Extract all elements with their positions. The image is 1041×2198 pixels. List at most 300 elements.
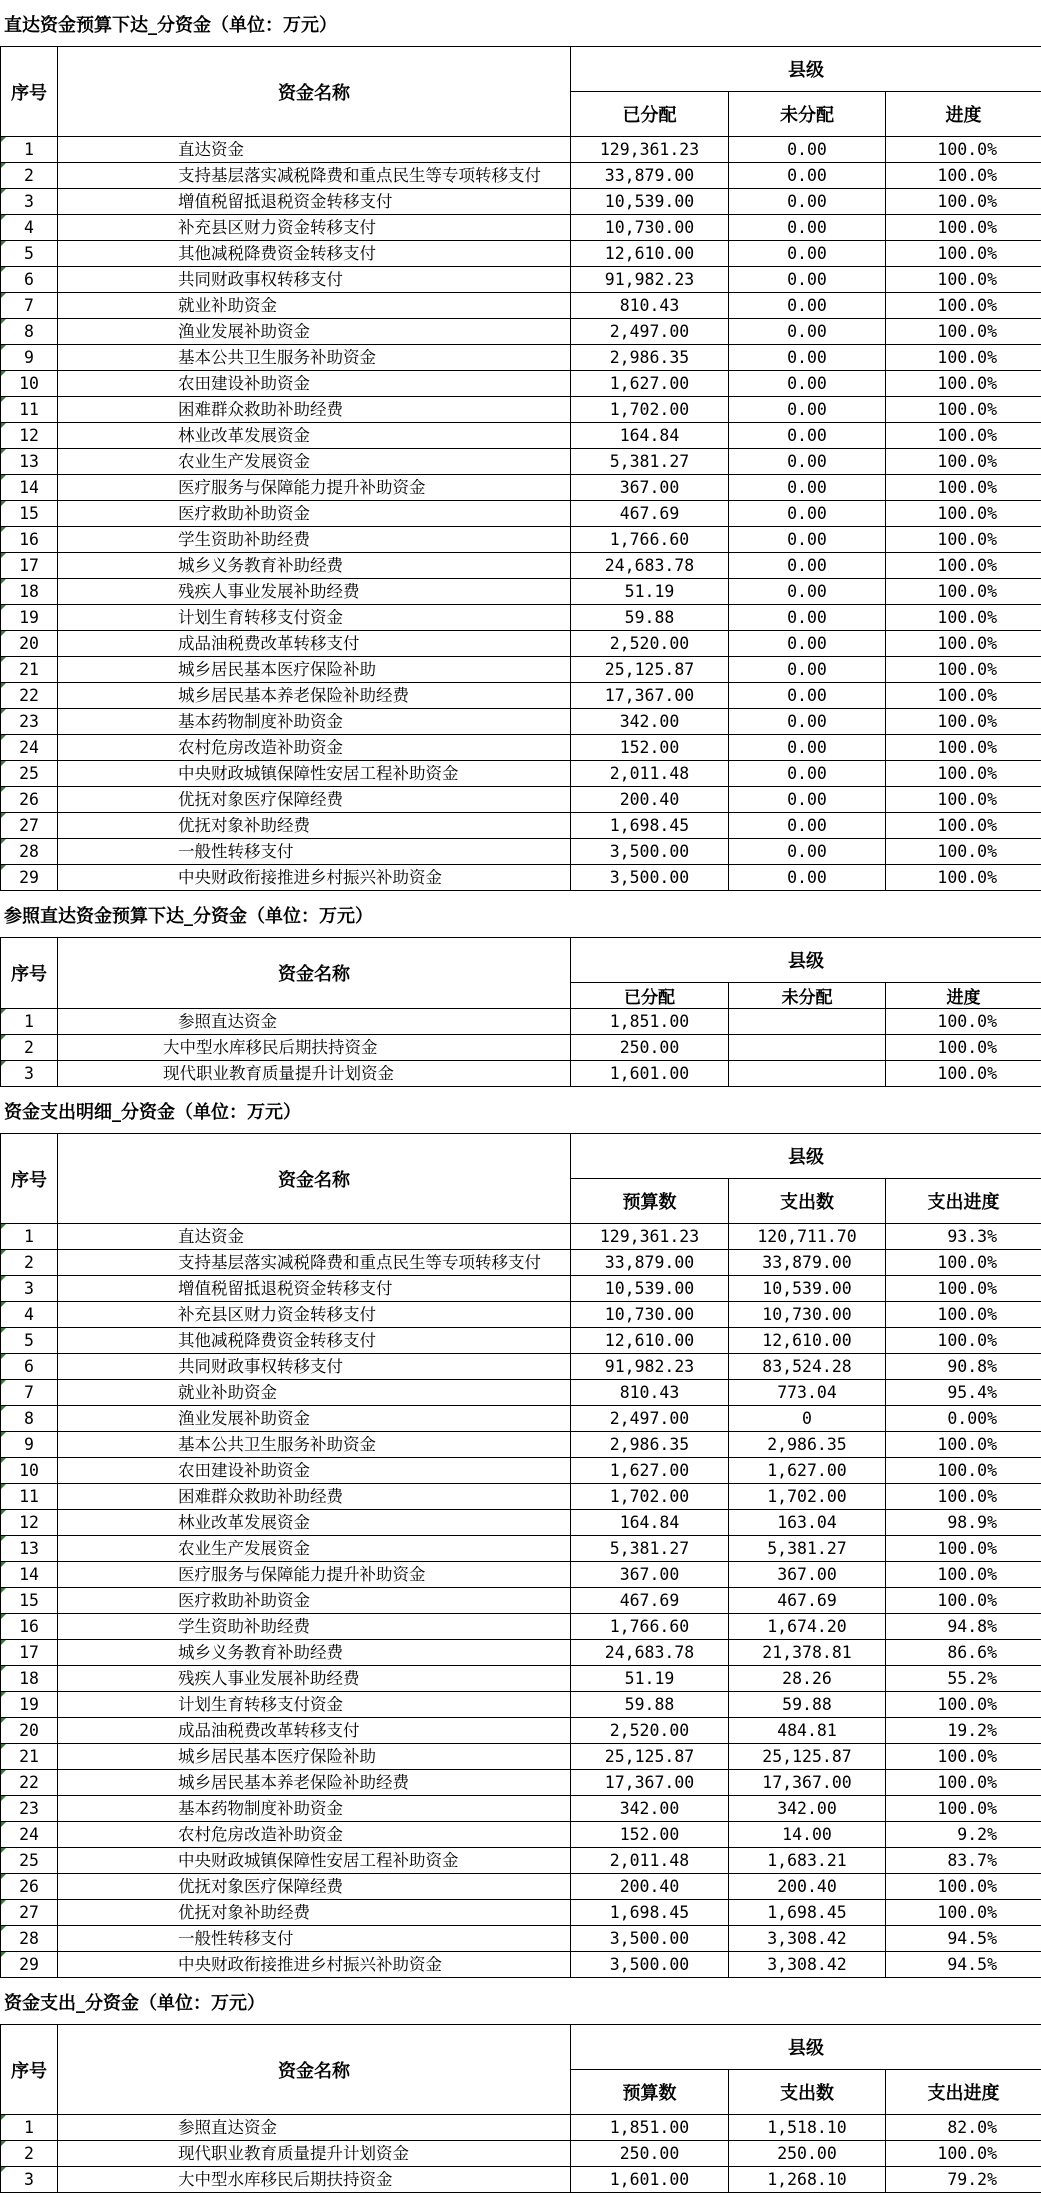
cell-progress: 100.0% xyxy=(886,1009,1041,1035)
cell-progress: 100.0% xyxy=(886,1692,1041,1718)
cell-value-1: 200.40 xyxy=(571,787,729,813)
table-row xyxy=(1,735,1041,761)
cell-value-1: 25,125.87 xyxy=(571,1744,729,1770)
table-row xyxy=(1,1822,1041,1848)
cell-fund-name: 医疗救助补助资金 xyxy=(58,501,571,527)
table-row xyxy=(1,1614,1041,1640)
cell-progress: 86.6% xyxy=(886,1640,1041,1666)
cell-progress: 100.0% xyxy=(886,1484,1041,1510)
cell-progress: 83.7% xyxy=(886,1848,1041,1874)
cell-seq: 22 xyxy=(1,1770,58,1796)
cell-fund-name: 农业生产发展资金 xyxy=(58,1536,571,1562)
cell-fund-name: 大中型水库移民后期扶持资金 xyxy=(58,1035,571,1061)
cell-value-1: 1,698.45 xyxy=(571,813,729,839)
table-row xyxy=(1,345,1041,371)
cell-progress: 94.5% xyxy=(886,1952,1041,1978)
cell-fund-name: 城乡义务教育补助经费 xyxy=(58,1640,571,1666)
cell-progress: 100.0% xyxy=(886,605,1041,631)
cell-value-1: 17,367.00 xyxy=(571,1770,729,1796)
cell-value-2: 342.00 xyxy=(729,1796,886,1822)
cell-progress: 100.0% xyxy=(886,267,1041,293)
table-row xyxy=(1,1640,1041,1666)
cell-seq: 17 xyxy=(1,1640,58,1666)
cell-value-1: 2,011.48 xyxy=(571,761,729,787)
header-budget: 预算数 xyxy=(571,2070,729,2115)
cell-seq: 20 xyxy=(1,1718,58,1744)
cell-value-2: 0.00 xyxy=(729,423,886,449)
cell-fund-name: 医疗救助补助资金 xyxy=(58,1588,571,1614)
table-expenditure-detail xyxy=(0,1133,1041,1978)
table-row xyxy=(1,1224,1041,1250)
cell-progress: 100.0% xyxy=(886,215,1041,241)
header-county-level: 县级 xyxy=(571,1134,1041,1179)
cell-value-1: 2,011.48 xyxy=(571,1848,729,1874)
cell-value-2: 1,268.10 xyxy=(729,2167,886,2193)
cell-fund-name: 就业补助资金 xyxy=(58,293,571,319)
cell-fund-name: 农田建设补助资金 xyxy=(58,371,571,397)
cell-seq: 12 xyxy=(1,423,58,449)
cell-seq: 5 xyxy=(1,241,58,267)
table-row xyxy=(1,787,1041,813)
cell-value-1: 342.00 xyxy=(571,709,729,735)
cell-progress: 98.9% xyxy=(886,1510,1041,1536)
cell-seq: 24 xyxy=(1,735,58,761)
cell-progress: 0.00% xyxy=(886,1406,1041,1432)
cell-value-1: 59.88 xyxy=(571,1692,729,1718)
cell-value-1: 25,125.87 xyxy=(571,657,729,683)
cell-fund-name: 一般性转移支付 xyxy=(58,1926,571,1952)
table-row xyxy=(1,657,1041,683)
cell-fund-name: 城乡居民基本养老保险补助经费 xyxy=(58,1770,571,1796)
cell-fund-name: 一般性转移支付 xyxy=(58,839,571,865)
table-row xyxy=(1,1276,1041,1302)
cell-fund-name: 其他减税降费资金转移支付 xyxy=(58,241,571,267)
cell-progress: 100.0% xyxy=(886,1770,1041,1796)
cell-value-1: 342.00 xyxy=(571,1796,729,1822)
cell-value-2: 0.00 xyxy=(729,839,886,865)
cell-fund-name: 城乡居民基本医疗保险补助 xyxy=(58,1744,571,1770)
cell-value-1: 10,730.00 xyxy=(571,1302,729,1328)
cell-value-2: 12,610.00 xyxy=(729,1328,886,1354)
cell-fund-name: 渔业发展补助资金 xyxy=(58,1406,571,1432)
table-budget-direct xyxy=(0,46,1041,891)
cell-progress: 100.0% xyxy=(886,449,1041,475)
cell-seq: 20 xyxy=(1,631,58,657)
cell-value-2: 21,378.81 xyxy=(729,1640,886,1666)
cell-value-2: 0.00 xyxy=(729,137,886,163)
table-row xyxy=(1,1744,1041,1770)
cell-fund-name: 补充县区财力资金转移支付 xyxy=(58,1302,571,1328)
cell-progress: 82.0% xyxy=(886,2115,1041,2141)
cell-value-1: 1,601.00 xyxy=(571,2167,729,2193)
cell-value-2: 367.00 xyxy=(729,1562,886,1588)
table-row xyxy=(1,1009,1041,1035)
cell-value-2: 10,539.00 xyxy=(729,1276,886,1302)
cell-value-2: 17,367.00 xyxy=(729,1770,886,1796)
table-row xyxy=(1,267,1041,293)
header-expenditure-progress: 支出进度 xyxy=(886,2070,1041,2115)
cell-progress: 93.3% xyxy=(886,1224,1041,1250)
cell-seq: 21 xyxy=(1,657,58,683)
cell-seq: 3 xyxy=(1,1061,58,1087)
table-row xyxy=(1,683,1041,709)
cell-seq: 29 xyxy=(1,865,58,891)
cell-value-2: 5,381.27 xyxy=(729,1536,886,1562)
cell-value-2: 59.88 xyxy=(729,1692,886,1718)
table-row xyxy=(1,449,1041,475)
cell-progress: 100.0% xyxy=(886,579,1041,605)
cell-fund-name: 农村危房改造补助资金 xyxy=(58,735,571,761)
cell-fund-name: 优抚对象补助经费 xyxy=(58,1900,571,1926)
table-row xyxy=(1,475,1041,501)
header-seq: 序号 xyxy=(1,2025,58,2115)
cell-value-2 xyxy=(729,1009,886,1035)
cell-value-2: 25,125.87 xyxy=(729,1744,886,1770)
cell-seq: 10 xyxy=(1,371,58,397)
cell-fund-name: 医疗服务与保障能力提升补助资金 xyxy=(58,475,571,501)
cell-seq: 29 xyxy=(1,1952,58,1978)
cell-value-1: 129,361.23 xyxy=(571,137,729,163)
cell-progress: 100.0% xyxy=(886,553,1041,579)
cell-seq: 3 xyxy=(1,2167,58,2193)
header-allocated: 已分配 xyxy=(571,983,729,1009)
cell-fund-name: 直达资金 xyxy=(58,1224,571,1250)
cell-seq: 17 xyxy=(1,553,58,579)
cell-progress: 100.0% xyxy=(886,501,1041,527)
header-county-level: 县级 xyxy=(571,2025,1041,2070)
cell-value-2: 1,702.00 xyxy=(729,1484,886,1510)
cell-fund-name: 城乡居民基本养老保险补助经费 xyxy=(58,683,571,709)
table-row xyxy=(1,1536,1041,1562)
cell-progress: 100.0% xyxy=(886,1061,1041,1087)
section-title-budget-direct: 直达资金预算下达_分资金（单位：万元） xyxy=(4,15,337,36)
section-title-expenditure-detail: 资金支出明细_分资金（单位：万元） xyxy=(4,1102,301,1123)
table-row xyxy=(1,761,1041,787)
cell-value-2: 83,524.28 xyxy=(729,1354,886,1380)
cell-value-2: 0.00 xyxy=(729,579,886,605)
cell-value-2: 0.00 xyxy=(729,501,886,527)
table-row xyxy=(1,2115,1041,2141)
cell-seq: 23 xyxy=(1,709,58,735)
cell-value-2: 0.00 xyxy=(729,371,886,397)
cell-fund-name: 残疾人事业发展补助经费 xyxy=(58,1666,571,1692)
header-progress: 进度 xyxy=(886,983,1041,1009)
cell-seq: 10 xyxy=(1,1458,58,1484)
cell-value-2: 14.00 xyxy=(729,1822,886,1848)
table-row xyxy=(1,813,1041,839)
cell-value-1: 1,702.00 xyxy=(571,397,729,423)
header-seq: 序号 xyxy=(1,47,58,137)
cell-value-2: 0.00 xyxy=(729,553,886,579)
cell-value-1: 1,627.00 xyxy=(571,371,729,397)
cell-value-1: 1,698.45 xyxy=(571,1900,729,1926)
cell-progress: 100.0% xyxy=(886,631,1041,657)
cell-value-2: 0.00 xyxy=(729,657,886,683)
header-expenditure: 支出数 xyxy=(729,1179,886,1224)
header-seq: 序号 xyxy=(1,938,58,1009)
cell-seq: 25 xyxy=(1,761,58,787)
cell-fund-name: 参照直达资金 xyxy=(58,1009,571,1035)
table-row xyxy=(1,137,1041,163)
cell-progress: 94.5% xyxy=(886,1926,1041,1952)
cell-value-2: 0.00 xyxy=(729,319,886,345)
cell-seq: 2 xyxy=(1,2141,58,2167)
cell-value-2: 0.00 xyxy=(729,761,886,787)
cell-value-1: 33,879.00 xyxy=(571,1250,729,1276)
cell-value-1: 5,381.27 xyxy=(571,1536,729,1562)
cell-seq: 2 xyxy=(1,163,58,189)
table-row xyxy=(1,501,1041,527)
cell-value-2: 0.00 xyxy=(729,605,886,631)
cell-value-2: 0.00 xyxy=(729,163,886,189)
cell-fund-name: 农业生产发展资金 xyxy=(58,449,571,475)
header-expenditure-progress: 支出进度 xyxy=(886,1179,1041,1224)
cell-fund-name: 其他减税降费资金转移支付 xyxy=(58,1328,571,1354)
cell-value-2: 773.04 xyxy=(729,1380,886,1406)
cell-progress: 100.0% xyxy=(886,1588,1041,1614)
cell-progress: 19.2% xyxy=(886,1718,1041,1744)
table-row xyxy=(1,1484,1041,1510)
cell-progress: 100.0% xyxy=(886,371,1041,397)
cell-progress: 100.0% xyxy=(886,1536,1041,1562)
cell-value-2: 0.00 xyxy=(729,787,886,813)
cell-value-1: 1,851.00 xyxy=(571,2115,729,2141)
cell-value-1: 3,500.00 xyxy=(571,839,729,865)
cell-seq: 2 xyxy=(1,1250,58,1276)
cell-progress: 100.0% xyxy=(886,1302,1041,1328)
cell-fund-name: 农田建设补助资金 xyxy=(58,1458,571,1484)
table-row xyxy=(1,1302,1041,1328)
cell-fund-name: 基本药物制度补助资金 xyxy=(58,709,571,735)
header-allocated: 已分配 xyxy=(571,92,729,137)
cell-fund-name: 支持基层落实减税降费和重点民生等专项转移支付 xyxy=(58,163,571,189)
cell-fund-name: 林业改革发展资金 xyxy=(58,423,571,449)
cell-value-1: 3,500.00 xyxy=(571,1926,729,1952)
cell-value-1: 164.84 xyxy=(571,1510,729,1536)
cell-value-2: 0.00 xyxy=(729,631,886,657)
cell-progress: 100.0% xyxy=(886,1874,1041,1900)
cell-seq: 9 xyxy=(1,1432,58,1458)
cell-fund-name: 基本公共卫生服务补助资金 xyxy=(58,345,571,371)
cell-value-1: 5,381.27 xyxy=(571,449,729,475)
cell-progress: 100.0% xyxy=(886,1276,1041,1302)
cell-value-2: 1,683.21 xyxy=(729,1848,886,1874)
cell-value-1: 200.40 xyxy=(571,1874,729,1900)
cell-seq: 1 xyxy=(1,1009,58,1035)
cell-fund-name: 基本公共卫生服务补助资金 xyxy=(58,1432,571,1458)
table-row xyxy=(1,1432,1041,1458)
cell-seq: 13 xyxy=(1,449,58,475)
cell-fund-name: 城乡居民基本医疗保险补助 xyxy=(58,657,571,683)
cell-seq: 18 xyxy=(1,1666,58,1692)
cell-fund-name: 支持基层落实减税降费和重点民生等专项转移支付 xyxy=(58,1250,571,1276)
cell-seq: 8 xyxy=(1,319,58,345)
header-unallocated: 未分配 xyxy=(729,92,886,137)
cell-value-2: 1,674.20 xyxy=(729,1614,886,1640)
cell-value-1: 1,851.00 xyxy=(571,1009,729,1035)
cell-value-2: 0.00 xyxy=(729,345,886,371)
header-expenditure: 支出数 xyxy=(729,2070,886,2115)
table-row xyxy=(1,709,1041,735)
cell-seq: 1 xyxy=(1,1224,58,1250)
cell-value-2: 163.04 xyxy=(729,1510,886,1536)
cell-progress: 100.0% xyxy=(886,709,1041,735)
cell-progress: 100.0% xyxy=(886,163,1041,189)
cell-fund-name: 参照直达资金 xyxy=(58,2115,571,2141)
table-row xyxy=(1,1380,1041,1406)
cell-value-1: 10,539.00 xyxy=(571,1276,729,1302)
cell-value-2: 28.26 xyxy=(729,1666,886,1692)
section-title-budget-reference: 参照直达资金预算下达_分资金（单位：万元） xyxy=(4,906,373,927)
cell-value-2: 3,308.42 xyxy=(729,1926,886,1952)
cell-progress: 100.0% xyxy=(886,1328,1041,1354)
table-row xyxy=(1,1952,1041,1978)
cell-value-1: 2,520.00 xyxy=(571,631,729,657)
cell-progress: 100.0% xyxy=(886,1432,1041,1458)
cell-fund-name: 成品油税费改革转移支付 xyxy=(58,631,571,657)
cell-value-1: 3,500.00 xyxy=(571,865,729,891)
cell-progress: 100.0% xyxy=(886,1900,1041,1926)
cell-fund-name: 渔业发展补助资金 xyxy=(58,319,571,345)
cell-progress: 100.0% xyxy=(886,319,1041,345)
table-row xyxy=(1,605,1041,631)
cell-value-2: 484.81 xyxy=(729,1718,886,1744)
cell-value-2: 2,986.35 xyxy=(729,1432,886,1458)
cell-value-1: 467.69 xyxy=(571,1588,729,1614)
cell-value-1: 3,500.00 xyxy=(571,1952,729,1978)
cell-fund-name: 增值税留抵退税资金转移支付 xyxy=(58,1276,571,1302)
cell-seq: 7 xyxy=(1,293,58,319)
table-row xyxy=(1,1250,1041,1276)
cell-value-1: 51.19 xyxy=(571,579,729,605)
cell-value-1: 129,361.23 xyxy=(571,1224,729,1250)
table-row xyxy=(1,1406,1041,1432)
cell-progress: 100.0% xyxy=(886,423,1041,449)
cell-progress: 79.2% xyxy=(886,2167,1041,2193)
cell-value-2: 0.00 xyxy=(729,449,886,475)
header-unallocated: 未分配 xyxy=(729,983,886,1009)
cell-value-1: 810.43 xyxy=(571,1380,729,1406)
cell-value-1: 152.00 xyxy=(571,735,729,761)
cell-fund-name: 现代职业教育质量提升计划资金 xyxy=(58,2141,571,2167)
cell-value-1: 250.00 xyxy=(571,2141,729,2167)
cell-value-1: 51.19 xyxy=(571,1666,729,1692)
cell-progress: 100.0% xyxy=(886,761,1041,787)
table-row xyxy=(1,241,1041,267)
cell-fund-name: 学生资助补助经费 xyxy=(58,1614,571,1640)
cell-progress: 100.0% xyxy=(886,1744,1041,1770)
cell-value-1: 2,986.35 xyxy=(571,1432,729,1458)
cell-seq: 18 xyxy=(1,579,58,605)
cell-fund-name: 就业补助资金 xyxy=(58,1380,571,1406)
cell-progress: 55.2% xyxy=(886,1666,1041,1692)
cell-value-2: 250.00 xyxy=(729,2141,886,2167)
cell-value-2: 0.00 xyxy=(729,813,886,839)
cell-fund-name: 优抚对象补助经费 xyxy=(58,813,571,839)
cell-seq: 26 xyxy=(1,1874,58,1900)
cell-fund-name: 残疾人事业发展补助经费 xyxy=(58,579,571,605)
cell-value-1: 17,367.00 xyxy=(571,683,729,709)
cell-seq: 14 xyxy=(1,1562,58,1588)
cell-progress: 100.0% xyxy=(886,1562,1041,1588)
cell-seq: 3 xyxy=(1,189,58,215)
cell-progress: 94.8% xyxy=(886,1614,1041,1640)
table-row xyxy=(1,293,1041,319)
cell-value-2: 0.00 xyxy=(729,267,886,293)
cell-seq: 12 xyxy=(1,1510,58,1536)
cell-value-1: 250.00 xyxy=(571,1035,729,1061)
cell-value-1: 1,702.00 xyxy=(571,1484,729,1510)
table-row xyxy=(1,1900,1041,1926)
cell-fund-name: 城乡义务教育补助经费 xyxy=(58,553,571,579)
cell-seq: 7 xyxy=(1,1380,58,1406)
cell-value-1: 1,627.00 xyxy=(571,1458,729,1484)
cell-fund-name: 大中型水库移民后期扶持资金 xyxy=(58,2167,571,2193)
cell-progress: 100.0% xyxy=(886,189,1041,215)
cell-progress: 100.0% xyxy=(886,657,1041,683)
cell-progress: 100.0% xyxy=(886,1250,1041,1276)
table-row xyxy=(1,1848,1041,1874)
header-county-level: 县级 xyxy=(571,47,1041,92)
cell-fund-name: 优抚对象医疗保障经费 xyxy=(58,787,571,813)
cell-value-1: 1,601.00 xyxy=(571,1061,729,1087)
cell-value-1: 12,610.00 xyxy=(571,1328,729,1354)
table-row xyxy=(1,1874,1041,1900)
header-fund-name: 资金名称 xyxy=(58,2025,571,2115)
cell-fund-name: 现代职业教育质量提升计划资金 xyxy=(58,1061,571,1087)
cell-fund-name: 优抚对象医疗保障经费 xyxy=(58,1874,571,1900)
cell-value-2: 0.00 xyxy=(729,397,886,423)
cell-seq: 11 xyxy=(1,397,58,423)
table-row xyxy=(1,163,1041,189)
cell-seq: 6 xyxy=(1,267,58,293)
cell-progress: 100.0% xyxy=(886,787,1041,813)
cell-progress: 100.0% xyxy=(886,397,1041,423)
cell-seq: 13 xyxy=(1,1536,58,1562)
cell-progress: 100.0% xyxy=(886,137,1041,163)
cell-seq: 25 xyxy=(1,1848,58,1874)
cell-seq: 1 xyxy=(1,137,58,163)
cell-value-2: 0 xyxy=(729,1406,886,1432)
cell-seq: 28 xyxy=(1,839,58,865)
cell-value-2: 3,308.42 xyxy=(729,1952,886,1978)
cell-value-2: 33,879.00 xyxy=(729,1250,886,1276)
cell-seq: 4 xyxy=(1,1302,58,1328)
table-row xyxy=(1,319,1041,345)
cell-fund-name: 林业改革发展资金 xyxy=(58,1510,571,1536)
cell-fund-name: 补充县区财力资金转移支付 xyxy=(58,215,571,241)
cell-progress: 100.0% xyxy=(886,527,1041,553)
header-county-level: 县级 xyxy=(571,938,1041,983)
cell-seq: 3 xyxy=(1,1276,58,1302)
cell-value-2: 0.00 xyxy=(729,189,886,215)
cell-fund-name: 中央财政城镇保障性安居工程补助资金 xyxy=(58,761,571,787)
cell-value-1: 810.43 xyxy=(571,293,729,319)
table-row xyxy=(1,423,1041,449)
cell-fund-name: 增值税留抵退税资金转移支付 xyxy=(58,189,571,215)
cell-fund-name: 直达资金 xyxy=(58,137,571,163)
cell-fund-name: 农村危房改造补助资金 xyxy=(58,1822,571,1848)
cell-value-1: 367.00 xyxy=(571,475,729,501)
cell-seq: 24 xyxy=(1,1822,58,1848)
cell-value-2: 0.00 xyxy=(729,475,886,501)
cell-value-2: 467.69 xyxy=(729,1588,886,1614)
header-fund-name: 资金名称 xyxy=(58,1134,571,1224)
cell-seq: 16 xyxy=(1,527,58,553)
cell-fund-name: 共同财政事权转移支付 xyxy=(58,267,571,293)
cell-value-2: 0.00 xyxy=(729,215,886,241)
cell-value-2: 0.00 xyxy=(729,683,886,709)
